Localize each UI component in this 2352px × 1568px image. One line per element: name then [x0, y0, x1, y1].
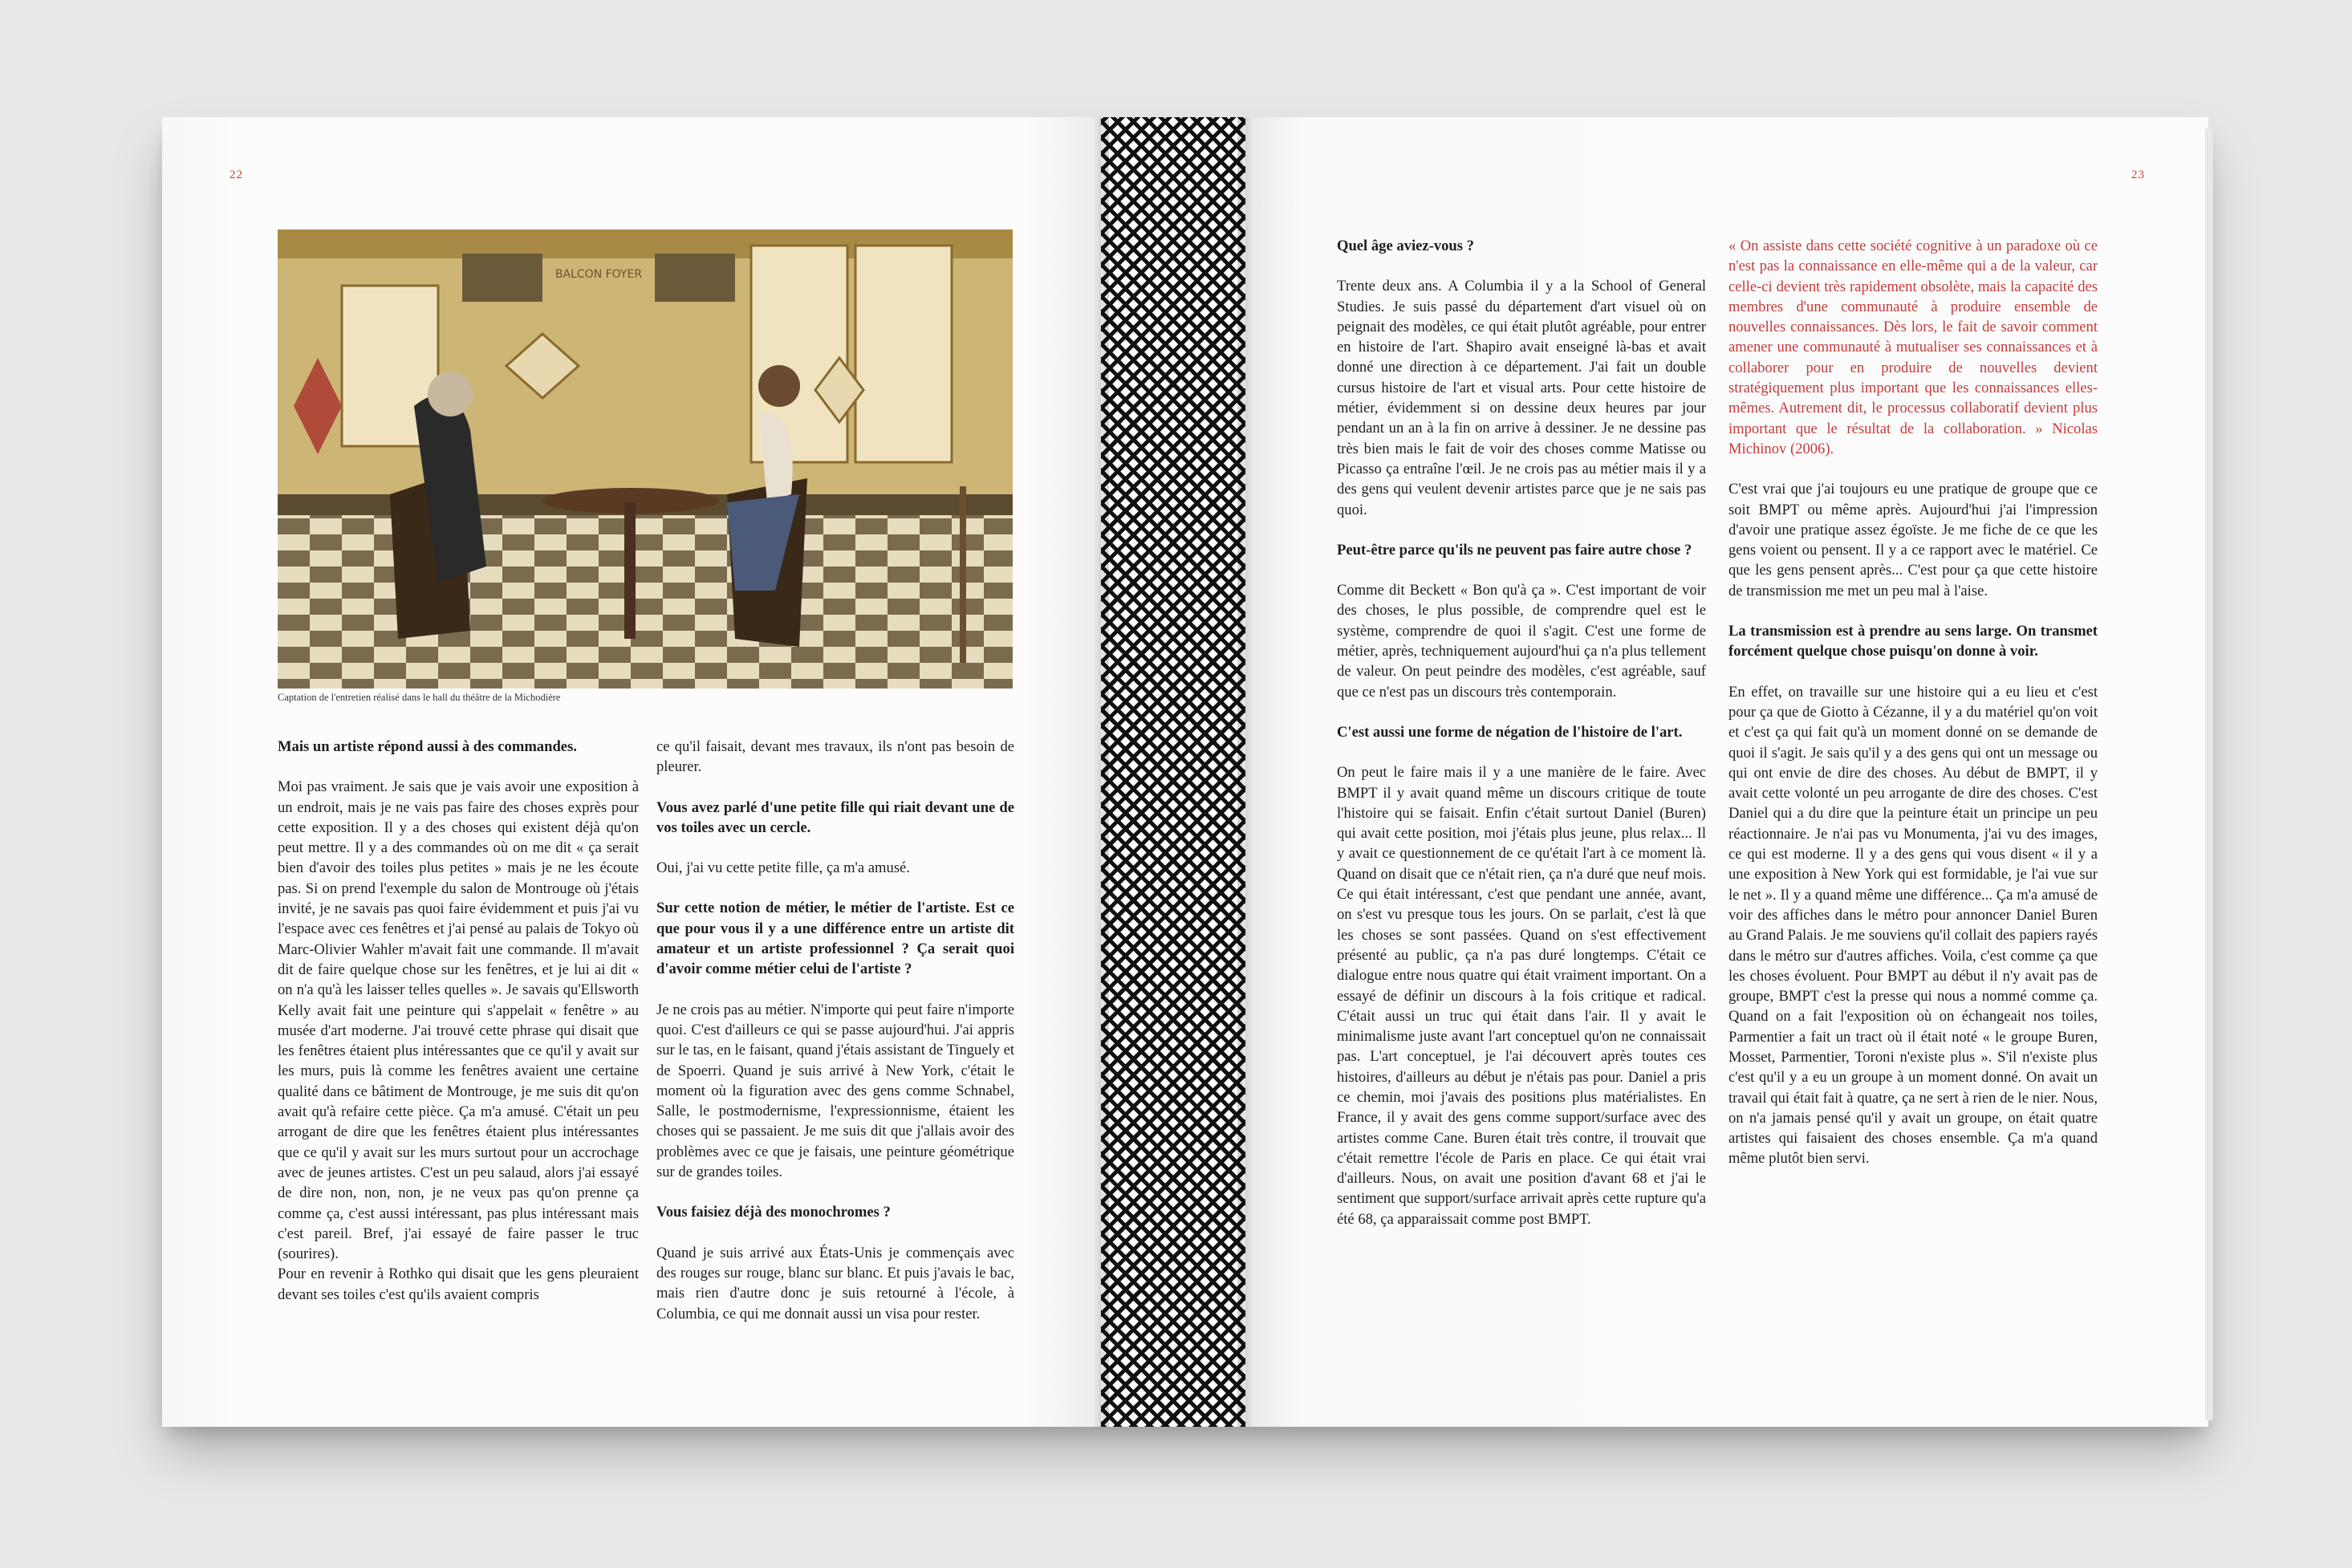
answer: Pour en revenir à Rothko qui disait que les gens pleuraient devant ses toiles c'est qu'ils avaient compris [278, 1265, 639, 1303]
answer: On peut le faire mais il y a une manière de le faire. Avec BMPT il y avait quand même un discours critique de toute l'histoire qui se faisait. Enfin c'était surtout Daniel (Buren) qui avait cette position, moi j'étais plus jeune, plus relax... Il y avait ce questionnement de ce qu'était l'art à ce moment là. Quand on disait que ce n'était rien, ça n'a duré que neuf mois. Ce qui était intéressant, c'est que pendant une année, avant, on s'est vu presque tous les jours. On se parlait, c'est là que les choses se sont passées. Quand on s'est effectivement présenté au public, ça n'a pas duré longtemps. C'était ce dialogue entre nous quatre qui était vraiment important. On a essayé de définir un discours à la fois critique et radical. C'était aussi un truc qui était dans l'air. Il y avait le minimalisme juste avant l'art conceptuel qu'on ne connaissait pas. L'art conceptuel, je l'ai découvert après toutes ces histoires, d'ailleurs au début je n'étais pas pour. Daniel a pris ce chemin, moi j'avais des positions plus matérialistes. En France, il y avait des gens comme support/surface avec des artistes comme Cane. Buren était très contre, il trouvait que c'était remettre l'école de Paris en place. Ce qui était vrai d'ailleurs. Nous, on avait une position d'avant 68 et j'ai le sentiment que support/surface arrivait après cette rupture qu'a été 68, ça apparaissait comme post BMPT. [1337, 764, 1706, 1228]
question: Vous faisiez déjà des monochromes ? [656, 1204, 891, 1221]
photo-illustration [278, 230, 1013, 689]
answer: Je ne crois pas au métier. N'importe qui peut faire n'importe quoi. C'est d'ailleurs ce qui se passe aujourd'hui. J'ai appris sur le tas, en le faisant, quand j'étais assistant de Tinguely et de Spoerri. Quand je suis arrivé à New York, c'était le moment où la figuration avec des gens comme Schnabel, Salle, le postmodernisme, l'expressionnisme, étaient les choses qui se passaient. Je me suis dit que j'allais avoir des problèmes avec ce que je faisais, une peinture géométrique sur de grandes toiles. [656, 1001, 1014, 1181]
question: Sur cette notion de métier, le métier de l'artiste. Est ce que pour vous il y a une différence entre un artiste dit amateur et un artiste professionnel ? Ça serait quoi d'avoir comme métier celui de l'artiste ? [656, 900, 1014, 978]
answer: Oui, j'ai vu cette petite fille, ça m'a amusé. [656, 859, 910, 877]
answer: Trente deux ans. A Columbia il y a la School of General Studies. Je suis passé du département d'art visuel où on peignait des modèles, ce qui était plutôt agréable, pour entrer en histoire de l'art. Shapiro avait enseigné là-bas et avait donné une direction à ce département. J'ai fait un double cursus histoire de l'art et visual arts. Pour cette histoire de métier, évidemment si on dessine deux heures par jour pendant un an à la fin on arrive à dessiner. Je ne dessine pas très bien mais le fait de voir des choses comme Matisse ou Picasso ça entraîne l'œil. Je ne crois pas au métier mais il y a des gens qui veulent devenir artistes parce que je ne sais pas quoi. [1337, 278, 1706, 518]
pull-quote: « On assiste dans cette société cognitive à un paradoxe où ce n'est pas la connaissance en elle-même qui a de la valeur, car celle-ci devient très rapidement obsolète, mais la capacité des membres d'une communauté à produire ensemble de nouvelles connaissances. Dès lors, le fait de savoir comment amener une communauté à mutualiser ses connaissances et à collaborer pour en produire de nouvelles devient stratégiquement plus important que les connaissances elles-mêmes. Autrement dit, le processus collaboratif devient plus important que le résultat de la collaboration. » Nicolas Michinov (2006). [1728, 238, 2098, 457]
photo-sign: BALCON FOYER [554, 268, 643, 281]
question: C'est aussi une forme de négation de l'histoire de l'art. [1337, 723, 1683, 741]
answer: ce qu'il faisait, devant mes travaux, ils n'ont pas besoin de pleurer. [656, 738, 1014, 776]
answer: Moi pas vraiment. Je sais que je vais avoir une exposition à un endroit, mais je ne vais pas faire des choses exprès pour cette exposition. Il y a des choses qui existent déjà qu'on peut mettre. Il y a des commandes où on me dit « ça serait bien d'avoir des toiles plus petites » mais je ne les écoute pas. Si on prend l'exemple du salon de Montrouge où j'étais invité, je ne savais pas quoi faire évidemment et puis j'ai vu l'espace avec ces fenêtres et j'ai pensé au palais de Tokyo où Marc-Olivier Wahler m'avait fait une commande. Il m'avait dit de faire quelque chose sur les fenêtres, et je lui ai dit « on n'a qu'à les laisser telles quelles ». Je savais qu'Ellsworth Kelly avait fait une peinture qui s'appelait « fenêtre » au musée d'art moderne. J'ai trouvé cette phrase qui disait que les fenêtres étaient plus intéressantes que ce qu'il y avait sur les murs, puis là comme les fenêtres avaient une certaine qualité dans ce bâtiment de Montrouge, je me suis dit qu'on avait qu'à refaire cette pièce. Ça m'a amusé. C'était un peu arrogant de dire que les fenêtres étaient plus intéressantes que ce qu'il y avait sur les murs surtout pour un accrochage avec de jeunes artistes. C'est un peu salaud, alors j'ai essayé de dire non, non, non, je ne veux pas qu'on prenne ça comme ça, c'est aussi intéressant, pas plus intéressant mais c'est pareil. Bref, j'ai essayé de faire passer le truc (sourires). [278, 778, 639, 1263]
spine-pattern [1101, 117, 1245, 1427]
answer: En effet, on travaille sur une histoire qui a eu lieu et c'est pour ça que de Giotto à Cézanne, il y a du matériel qu'on voit et c'est ça qui fait qu'à un moment donné on se demande de quoi il s'agit. Je sais qu'il y a des gens qui ont un message ou qui ont envie de dire des choses. Au début de BMPT, il y avait cette volonté un peu arrogante de dire des choses. C'est Daniel qui a du dire que la peinture était un principe un peu réactionnaire. Je n'ai pas vu Monumenta, j'ai vu des images, ce qui est moderne. Il y a des gens qui vous disent « il y a une exposition à New York qui est formidable, je l'ai vue sur le net ». Il y a quand même une différence... Ça m'a amusé de voir des affiches dans le métro pour annoncer Daniel Buren au Grand Palais. Je me souviens qu'il collait des papiers rayés dans le métro sur d'autres affiches. Voila, c'est comme ça que les choses évoluent. Pour BMPT au début il n'y avait pas de groupe, BMPT c'est la presse qui nous a nommé comme ça. Quand on a fait l'exposition où on échangeait nos toiles, Parmentier a fait un tract où il était noté « le groupe Buren, Mosset, Parmentier, Toroni n'existe plus ». S'il n'existe plus c'est qu'il y a eu un groupe à un moment donné. On avait un travail qui était fait à quatre, ça ne sert à rien de le nier. Nous, on n'a jamais pensé qu'il y avait un groupe, on était quatre artistes qui faisaient des choses ensemble. Ça m'a quand même plutôt bien servi. [1728, 683, 2098, 1168]
question: Vous avez parlé d'une petite fille qui riait devant une de vos toiles avec un cercle. [656, 798, 1014, 836]
spine-shadow-left [1093, 117, 1109, 1427]
question: Peut-être parce qu'ils ne peuvent pas faire autre chose ? [1337, 541, 1692, 559]
page-edges [2205, 128, 2213, 1420]
answer: Quand je suis arrivé aux États-Unis je commençais avec des rouges sur rouge, blanc sur blanc. Et puis j'avais le bac, mais rien d'autre donc je suis retourné à l'école, à Columbia, ce qui me donnait aussi un visa pour rester. [656, 1244, 1014, 1322]
left-column-2 [656, 737, 1014, 1344]
question: La transmission est à prendre au sens large. On transmet forcément quelque chose puisqu'on donne à voir. [1728, 623, 2098, 660]
photo-caption: Captation de l'entretien réalisé dans le hall du théâtre de la Michodière [278, 692, 561, 703]
question: Mais un artiste répond aussi à des commandes. [278, 738, 577, 755]
left-column-1 [278, 737, 639, 1325]
page-number-right: 23 [2131, 169, 2145, 181]
right-column-2 [1728, 236, 2098, 1189]
answer: C'est vrai que j'ai toujours eu une pratique de groupe que ce soit BMPT ou même après. Aujourd'hui j'ai l'impression d'avoir une pratique assez égoïste. Je me fiche de ce que les gens voient ou pensent. Il y a ce rapport avec le matériel. Ce que les gens pensent après... C'est pour ça que cette histoire de transmission me met un peu mal à l'aise. [1728, 481, 2098, 599]
interview-photo [278, 230, 1013, 689]
page-number-left: 22 [230, 169, 243, 181]
right-column-1 [1337, 236, 1706, 1249]
answer: Comme dit Beckett « Bon qu'à ça ». C'est important de voir des choses, le plus possible, de comprendre quel est le système, comprendre de quoi il s'agit. C'est une forme de métier, après, techniquement aujourd'hui ça n'a plus tellement de valeur. On peut peindre des modèles, c'est agréable, sauf que ce n'est pas un discours très contemporain. [1337, 582, 1706, 701]
question: Quel âge aviez-vous ? [1337, 238, 1474, 254]
spine-shadow-right [1237, 117, 1253, 1427]
